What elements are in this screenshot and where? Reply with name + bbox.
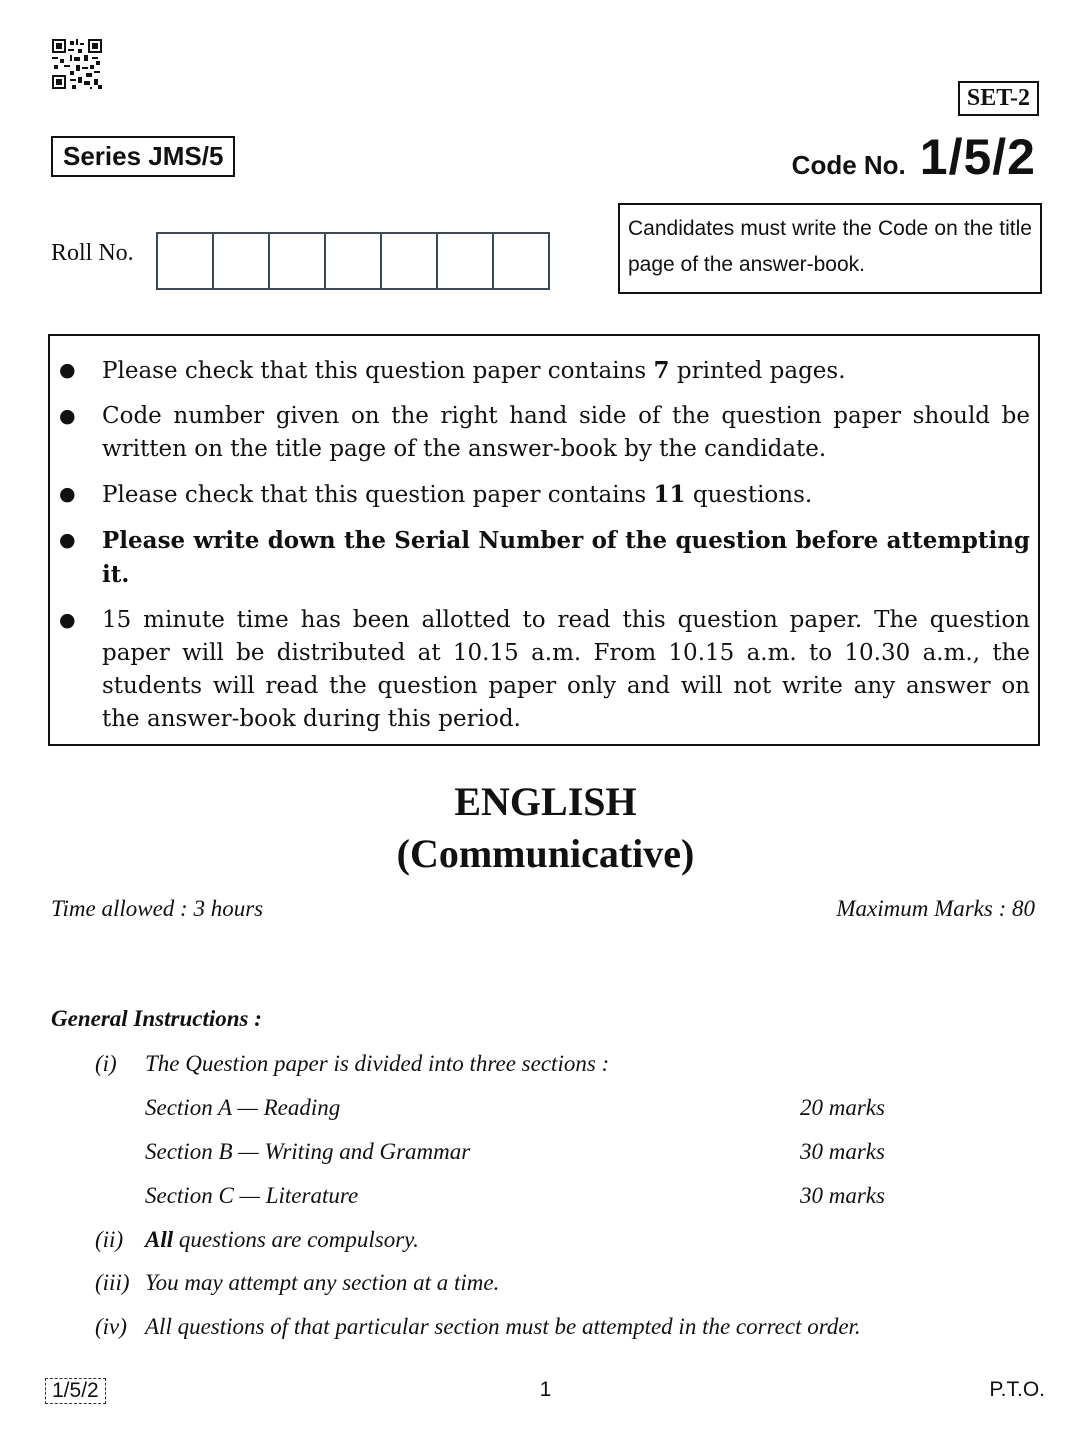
roll-cell[interactable] [438,234,494,288]
general-instructions-heading: General Instructions : [51,1006,262,1031]
roll-label: Roll No. [51,240,134,266]
instruction-item: ● Please write down the Serial Number of the question before attempting it. [50,524,1030,592]
code-label: Code No. [791,150,906,180]
roll-cell[interactable] [326,234,382,288]
bullet-icon: ● [59,405,76,427]
roll-cell[interactable] [270,234,326,288]
code-note: Candidates must write the Code on the title page of the answer-book. [618,203,1042,294]
bullet-icon: ● [59,609,76,631]
instruction-item: ● 15 minute time has been allotted to read this question paper. The question paper will be distributed at 10.15 a.m. From 10.15 a.m. to 10.30 a.m., the students will read the question paper only and will not write any answer on the answer-book during this period. [50,604,1030,736]
qr-code-icon [52,39,102,89]
instruction-item: ● Please check that this question paper contains 11 questions. [50,478,1030,512]
code-value: 1/5/2 [919,129,1036,185]
code-number [792,128,1036,186]
time-allowed: Time allowed : 3 hours [51,896,264,921]
bullet-icon: ● [59,483,76,505]
subject-subtitle: (Communicative) [396,831,695,876]
series-label: Series JMS/5 [51,136,235,177]
instructions-box [48,334,1040,746]
roll-number-boxes [156,232,550,290]
roll-cell[interactable] [494,234,548,288]
footer-code: 1/5/2 [45,1378,106,1404]
instructions-list [50,336,1038,736]
subject-title: ENGLISH [454,779,637,824]
set-label: SET-2 [958,81,1039,116]
roll-cell[interactable] [214,234,270,288]
instruction-item: ● Please check that this question paper contains 7 printed pages. [50,354,1030,388]
bullet-icon: ● [59,529,76,551]
pto-label: P.T.O. [989,1378,1045,1401]
roll-cell[interactable] [158,234,214,288]
roll-cell[interactable] [382,234,438,288]
page-number: 1 [539,1378,552,1401]
maximum-marks: Maximum Marks : 80 [836,896,1035,921]
bullet-icon: ● [59,359,76,381]
instruction-item: ● Code number given on the right hand side of the question paper should be written on the title page of the answer-book by the candidate. [50,400,1030,466]
